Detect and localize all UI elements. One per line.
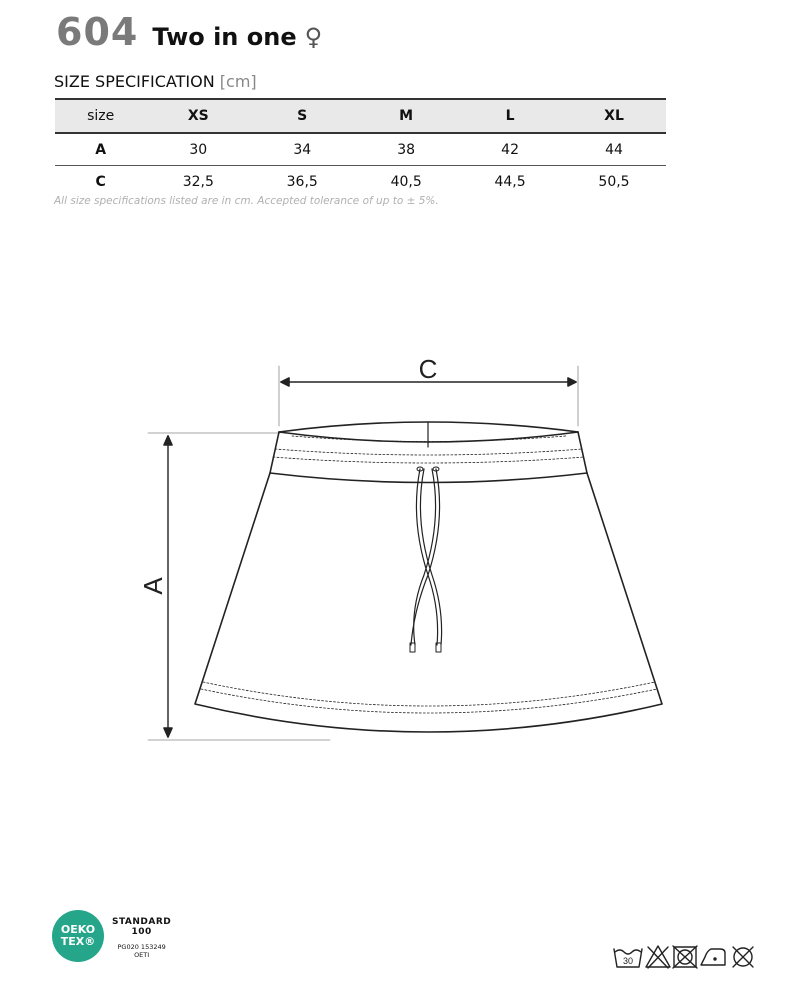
width-arrow-right <box>568 378 576 386</box>
waistband-inner-stitch <box>292 436 566 442</box>
no-bleach-icon <box>646 946 670 968</box>
skirt-outline <box>195 432 662 732</box>
waistband-stitch-lower <box>273 457 584 463</box>
tolerance-note: All size specifications listed are in cm. Accepted tolerance of up to ± 5%. <box>54 195 439 207</box>
table-cell: 30 <box>146 133 250 166</box>
row-label: A <box>55 133 146 166</box>
no-tumble-dry-icon <box>673 946 697 968</box>
wash-temperature: 30 <box>622 956 634 966</box>
drawstring-left-edge <box>420 469 441 645</box>
iron-low-icon <box>701 949 725 965</box>
female-symbol-icon: ♀ <box>304 23 323 51</box>
table-cell: 36,5 <box>286 173 318 190</box>
table-cell: 40,5 <box>390 173 422 190</box>
length-arrow-top <box>164 436 172 445</box>
length-label: A <box>138 577 168 595</box>
table-cell: 44 <box>562 133 666 166</box>
length-arrow-bottom <box>164 728 172 737</box>
table-cell: 44,5 <box>494 173 526 190</box>
oeko-line1: OEKO <box>60 923 96 936</box>
waistband-bottom <box>270 473 587 483</box>
width-label: C <box>418 354 438 384</box>
table-cell: 42 <box>458 133 562 166</box>
table-header-row <box>55 99 666 133</box>
product-header <box>56 10 322 54</box>
table-cell: 38 <box>354 133 458 166</box>
standard-label: STANDARD <box>112 917 172 927</box>
spec-unit: [cm] <box>219 72 257 91</box>
spec-title <box>54 72 257 91</box>
header-cell: XS <box>146 99 250 133</box>
size-table <box>55 98 666 197</box>
header-cell: size <box>55 99 146 133</box>
cert-institute: OETI <box>134 951 150 959</box>
header-cell: M <box>354 99 458 133</box>
table-row <box>55 133 666 166</box>
hem-stitch-upper <box>203 682 655 706</box>
waistband-stitch-upper <box>275 449 582 455</box>
skirt-diagram <box>0 340 789 760</box>
no-dry-clean-icon <box>733 947 753 967</box>
oeko-tex-logo <box>52 910 104 962</box>
table-cell: 50,5 <box>598 173 630 190</box>
header-cell: L <box>458 99 562 133</box>
standard-number: 100 <box>131 927 152 937</box>
width-arrow-left <box>281 378 289 386</box>
table-row <box>55 166 666 198</box>
cert-code: PG020 153249 <box>117 943 166 951</box>
product-code: 604 <box>56 10 139 54</box>
spec-title-text: SIZE SPECIFICATION <box>54 72 215 91</box>
hem-stitch-lower <box>201 689 657 713</box>
table-cell: 34 <box>250 133 354 166</box>
table-cell: 32,5 <box>182 173 214 190</box>
oeko-line2: TEX® <box>60 935 96 948</box>
header-cell: XL <box>562 99 666 133</box>
certification-info <box>112 917 171 959</box>
row-label: C <box>95 173 106 190</box>
care-symbols <box>612 943 762 971</box>
product-name: Two in one <box>152 23 297 51</box>
header-cell: S <box>250 99 354 133</box>
